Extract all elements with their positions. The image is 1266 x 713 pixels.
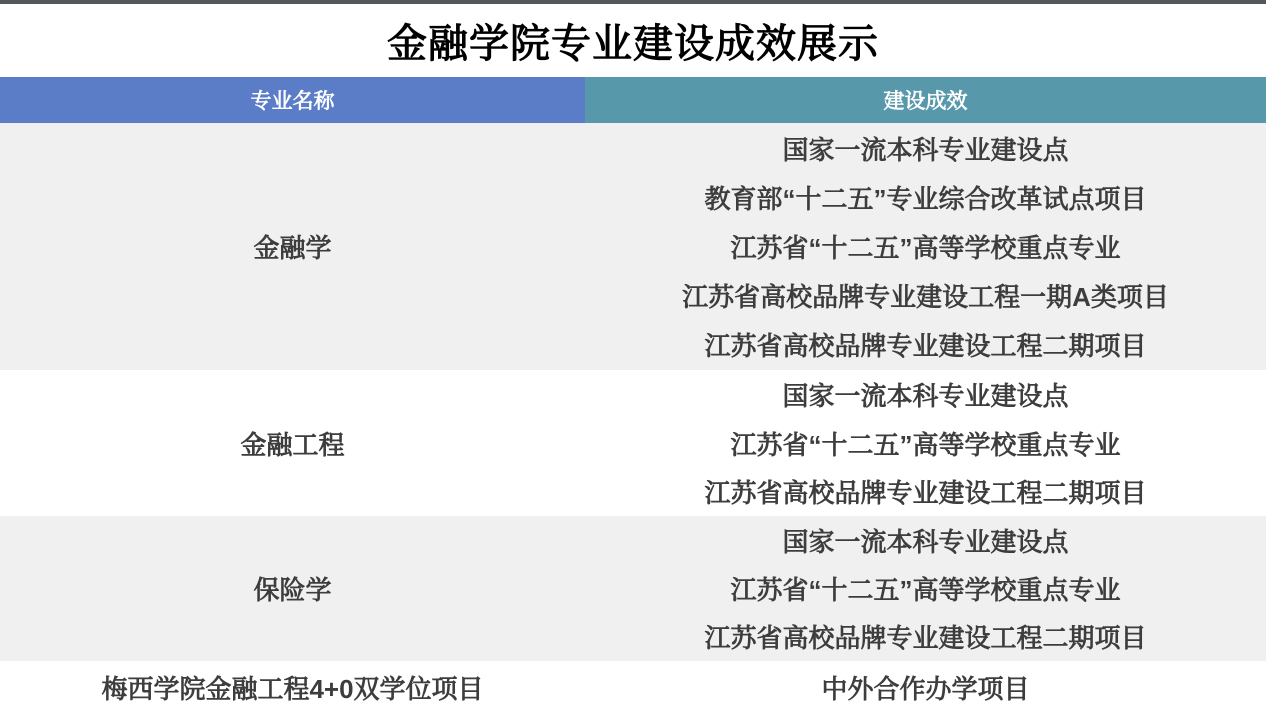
achievement-item: 江苏省高校品牌专业建设工程二期项目 [704,478,1147,509]
table-row-financial-engineering [0,370,1266,516]
achievement-item: 江苏省高校品牌专业建设工程二期项目 [704,331,1147,361]
achievement-item: 江苏省“十二五”高等学校重点专业 [730,574,1121,605]
column-header-major-name: 专业名称 [0,77,585,123]
achievements-cell [585,661,1266,713]
column-header-achievements: 建设成效 [585,77,1266,123]
major-name-cell: 梅西学院金融工程4+0双学位项目 [101,673,484,704]
achievement-item: 国家一流本科专业建设点 [782,135,1069,165]
table-header-row [0,77,1266,123]
table-row-finance [0,123,1266,370]
achievement-item: 中外合作办学项目 [821,673,1030,704]
achievement-item: 江苏省“十二五”高等学校重点专业 [730,233,1121,263]
majors-table [0,77,1266,713]
major-name-cell: 金融工程 [240,429,345,460]
achievements-cell [585,516,1266,661]
page-title: 金融学院专业建设成效展示 [387,22,879,66]
achievement-item: 国家一流本科专业建设点 [782,380,1069,411]
table-row-dual-degree [0,661,1266,713]
achievement-item: 江苏省高校品牌专业建设工程二期项目 [704,623,1147,654]
achievement-item: 江苏省“十二五”高等学校重点专业 [730,429,1121,460]
major-name-cell: 金融学 [253,233,332,263]
achievements-cell [585,370,1266,516]
achievement-item: 江苏省高校品牌专业建设工程一期A类项目 [682,282,1169,312]
achievements-cell [585,123,1266,370]
achievement-item: 教育部“十二五”专业综合改革试点项目 [704,184,1147,214]
table-row-insurance [0,516,1266,661]
major-name-cell: 保险学 [253,575,332,605]
achievement-item: 国家一流本科专业建设点 [782,526,1069,557]
title-area [0,4,1266,77]
